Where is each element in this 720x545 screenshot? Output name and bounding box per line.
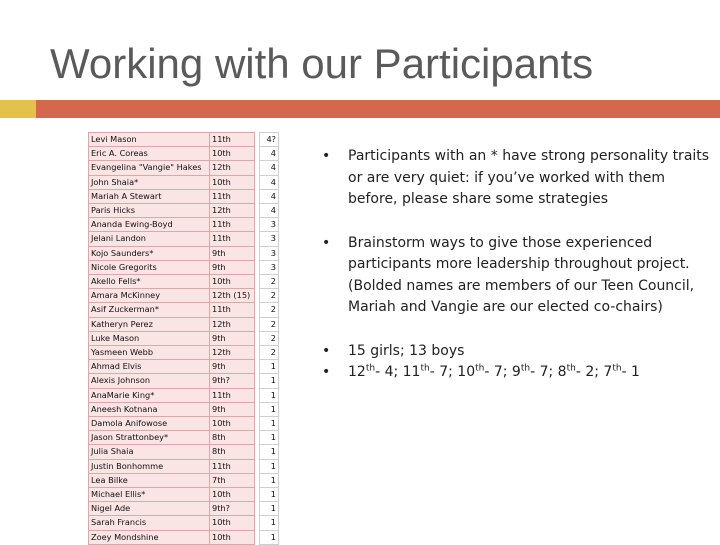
participant-grade: 9th [210, 402, 255, 416]
grade-7-count: 7th- 1 [603, 363, 640, 380]
participant-name: AnaMarie King* [89, 388, 210, 402]
participant-name: Levi Mason [89, 133, 210, 147]
participant-row [89, 488, 279, 502]
participant-table [88, 132, 279, 545]
participant-name: Zoey Mondshine [89, 530, 210, 544]
participant-name: Jelani Landon [89, 232, 210, 246]
participant-name: Eric A. Coreas [89, 147, 210, 161]
participant-name: Aneesh Kotnana [89, 402, 210, 416]
participant-row [89, 246, 279, 260]
participant-row [89, 388, 279, 402]
participant-row [89, 360, 279, 374]
participant-row [89, 204, 279, 218]
participant-row [89, 303, 279, 317]
participant-count: 1 [260, 488, 279, 502]
participant-row [89, 417, 279, 431]
participant-grade: 9th [210, 260, 255, 274]
participant-name: Asif Zuckerman* [89, 303, 210, 317]
participant-grade: 10th [210, 516, 255, 530]
participant-name: Julia Shaia [89, 445, 210, 459]
participant-count: 3 [260, 232, 279, 246]
participant-count: 2 [260, 346, 279, 360]
grade-10-count: 10th- 7; [457, 363, 512, 380]
participant-name: Yasmeen Webb [89, 346, 210, 360]
participant-row [89, 232, 279, 246]
grade-11-count: 11th- 7; [402, 363, 458, 380]
participant-count: 1 [260, 388, 279, 402]
participant-name: Ananda Ewing-Boyd [89, 218, 210, 232]
participant-row [89, 402, 279, 416]
grade-9-count: 9th- 7; [511, 363, 558, 380]
participant-row [89, 502, 279, 516]
bullet-text: Brainstorm ways to give those experienced participants more leadership throughout project. (Bolded names are members of our Teen Council, Mariah and Vangie are our elected co-chairs) [348, 234, 695, 315]
participant-name: Nicole Gregorits [89, 260, 210, 274]
participant-row [89, 459, 279, 473]
participant-grade: 12th [210, 204, 255, 218]
participant-name: Evangelina "Vangie" Hakes [89, 161, 210, 175]
participant-row [89, 289, 279, 303]
participant-count: 1 [260, 530, 279, 544]
participant-count: 3 [260, 218, 279, 232]
participant-table-body [89, 133, 279, 545]
bullet-gender-count [322, 341, 712, 363]
participant-count: 4 [260, 161, 279, 175]
participant-name: Michael Ellis* [89, 488, 210, 502]
accent-bar-gold [0, 100, 36, 118]
participant-count: 2 [260, 289, 279, 303]
participant-grade: 12th [210, 317, 255, 331]
participant-count: 3 [260, 260, 279, 274]
participant-row [89, 516, 279, 530]
bullet-marker: • [322, 234, 331, 251]
bullet-strong-personalities [322, 146, 712, 211]
participant-count: 1 [260, 402, 279, 416]
grade-12-count: 12th- 4; [348, 363, 403, 380]
participant-row [89, 275, 279, 289]
participant-grade: 11th [210, 189, 255, 203]
participant-count: 4 [260, 175, 279, 189]
participant-row [89, 175, 279, 189]
bullet-text: 15 girls; 13 boys [348, 342, 465, 359]
participant-grade: 11th [210, 232, 255, 246]
participant-count: 2 [260, 331, 279, 345]
participant-count: 2 [260, 275, 279, 289]
participant-count: 1 [260, 445, 279, 459]
participant-name: Mariah A Stewart [89, 189, 210, 203]
accent-bar-red [36, 100, 720, 118]
participant-count: 1 [260, 459, 279, 473]
participant-count: 1 [260, 502, 279, 516]
slide-title: Working with our Participants [50, 40, 594, 87]
bullet-text: Participants with an * have strong personality traits or are very quiet: if you’ve worked with them before, please share some strategies [348, 148, 710, 207]
participant-count: 1 [260, 516, 279, 530]
bullet-marker: • [322, 364, 331, 380]
participant-row [89, 346, 279, 360]
participant-grade: 10th [210, 147, 255, 161]
participant-count: 1 [260, 360, 279, 374]
participant-grade: 10th [210, 488, 255, 502]
participant-row [89, 530, 279, 544]
participant-name: Jason Strattonbey* [89, 431, 210, 445]
participant-name: Luke Mason [89, 331, 210, 345]
participant-name: Ahmad Elvis [89, 360, 210, 374]
participant-row [89, 133, 279, 147]
participant-row [89, 374, 279, 388]
bullet-brainstorm [322, 233, 712, 319]
participant-count: 1 [260, 374, 279, 388]
participant-count: 4 [260, 147, 279, 161]
participant-grade: 9th [210, 331, 255, 345]
participant-row [89, 218, 279, 232]
participant-grade: 10th [210, 417, 255, 431]
participant-grade: 9th? [210, 374, 255, 388]
participant-count: 2 [260, 303, 279, 317]
participant-name: Sarah Francis [89, 516, 210, 530]
participant-grade: 11th [210, 303, 255, 317]
participant-row [89, 189, 279, 203]
participant-grade: 7th [210, 473, 255, 487]
participant-row [89, 260, 279, 274]
participant-name: John Shaia* [89, 175, 210, 189]
participant-row [89, 147, 279, 161]
participant-row [89, 473, 279, 487]
grade-8-count: 8th- 2; [557, 363, 604, 380]
participant-grade: 10th [210, 530, 255, 544]
participant-name: Kojo Saunders* [89, 246, 210, 260]
participant-count: 1 [260, 417, 279, 431]
participant-row [89, 317, 279, 331]
participant-grade: 11th [210, 459, 255, 473]
participant-name: Akello Fells* [89, 275, 210, 289]
participant-grade: 9th [210, 360, 255, 374]
participant-grade: 12th [210, 346, 255, 360]
participant-row [89, 331, 279, 345]
participant-count: 4? [260, 133, 279, 147]
participant-name: Paris Hicks [89, 204, 210, 218]
participant-row [89, 431, 279, 445]
participant-grade: 12th (15) [210, 289, 255, 303]
participant-grade: 11th [210, 388, 255, 402]
participant-name: Amara McKinney [89, 289, 210, 303]
participant-name: Alexis Johnson [89, 374, 210, 388]
participant-name: Lea Bilke [89, 473, 210, 487]
participant-count: 4 [260, 204, 279, 218]
participant-count: 1 [260, 431, 279, 445]
participant-grade: 11th [210, 218, 255, 232]
participant-row [89, 445, 279, 459]
participant-row [89, 161, 279, 175]
bullet-grade-count [322, 362, 712, 384]
participant-count: 1 [260, 473, 279, 487]
bullet-marker: • [322, 148, 331, 164]
participant-grade: 12th [210, 161, 255, 175]
notes-list [322, 146, 712, 384]
participant-count: 3 [260, 246, 279, 260]
participant-grade: 10th [210, 175, 255, 189]
participant-grade: 10th [210, 275, 255, 289]
participant-name: Damola Anifowose [89, 417, 210, 431]
participant-grade: 8th [210, 431, 255, 445]
participant-count: 4 [260, 189, 279, 203]
participant-name: Nigel Ade [89, 502, 210, 516]
participant-name: Katheryn Perez [89, 317, 210, 331]
participant-name: Justin Bonhomme [89, 459, 210, 473]
participant-grade: 11th [210, 133, 255, 147]
participant-grade: 8th [210, 445, 255, 459]
participant-grade: 9th [210, 246, 255, 260]
bullet-marker: • [322, 342, 331, 359]
participant-grade: 9th? [210, 502, 255, 516]
participant-count: 2 [260, 317, 279, 331]
